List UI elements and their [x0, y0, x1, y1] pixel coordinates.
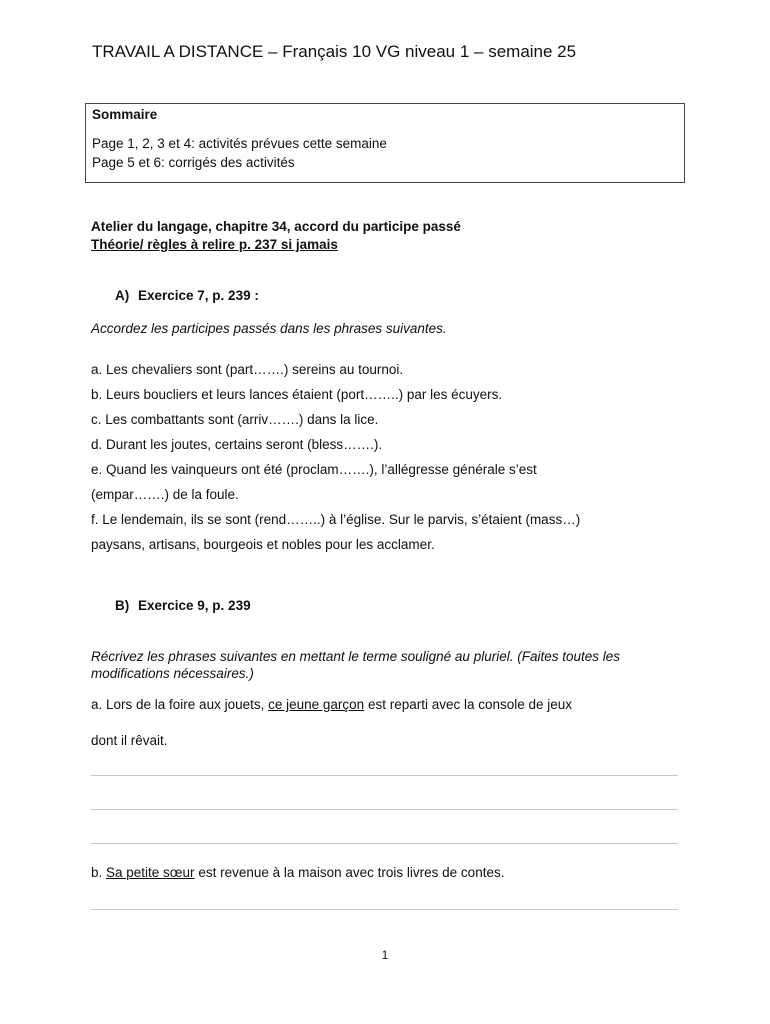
- document-header: TRAVAIL A DISTANCE – Français 10 VG niveau 1 – semaine 25: [92, 42, 577, 61]
- section-heading: [91, 218, 461, 254]
- exercise-sentence: (empar…….) de la foule.: [91, 487, 239, 502]
- exercise-sentence: c. Les combattants sont (arriv…….) dans la lice.: [91, 412, 379, 427]
- answer-line[interactable]: [91, 775, 678, 776]
- exercise-sentence: f. Le lendemain, ils se sont (rend……..) à l’église. Sur le parvis, s’étaient (mass…): [91, 512, 581, 527]
- underlined-term: Sa petite sœur: [106, 865, 195, 880]
- exercise-sentence: e. Quand les vainqueurs ont été (proclam…….), l’allégresse générale s’est: [91, 462, 537, 477]
- section-subtitle: Théorie/ règles à relire p. 237 si jamais: [91, 237, 338, 252]
- exercise-b-sentence-b: [91, 865, 691, 880]
- answer-line[interactable]: [91, 809, 678, 810]
- exercise-sentence: a. Les chevaliers sont (part…….) sereins au tournoi.: [91, 362, 404, 377]
- exercise-a-instruction: Accordez les participes passés dans les phrases suivantes.: [91, 321, 447, 336]
- exercise-sentence: paysans, artisans, bourgeois et nobles pour les acclamer.: [91, 537, 435, 552]
- sentence-text: b.: [91, 865, 107, 880]
- exercise-b-sentence-a-continuation: dont il rêvait.: [91, 733, 168, 748]
- answer-line[interactable]: [91, 909, 678, 910]
- sentence-text: a. Lors de la foire aux jouets,: [91, 697, 269, 712]
- answer-line[interactable]: [91, 843, 678, 844]
- exercise-a-heading: [115, 288, 259, 303]
- summary-line: Page 1, 2, 3 et 4: activités prévues cette semaine: [92, 136, 387, 151]
- underlined-term: ce jeune garçon: [268, 697, 365, 712]
- summary-line: Page 5 et 6: corrigés des activités: [92, 155, 295, 170]
- exercise-a-sentences: [91, 360, 691, 560]
- exercise-a-title: Exercice 7, p. 239 :: [138, 288, 259, 303]
- exercise-b-title: Exercice 9, p. 239: [138, 598, 251, 613]
- section-title: Atelier du langage, chapitre 34, accord du participe passé: [91, 219, 461, 234]
- summary-box: [85, 103, 685, 183]
- sentence-text: est revenue à la maison avec trois livres de contes.: [194, 865, 505, 880]
- exercise-b-sentence-a: [91, 697, 691, 712]
- page-number: 1: [381, 948, 389, 962]
- exercise-b-instruction: Récrivez les phrases suivantes en mettant le terme souligné au pluriel. (Faites toutes les modifications nécessaires.): [91, 649, 621, 681]
- exercise-sentence: d. Durant les joutes, certains seront (bless…….).: [91, 437, 383, 452]
- exercise-b-heading: [115, 598, 251, 613]
- summary-title: Sommaire: [92, 107, 158, 122]
- exercise-a-letter: A): [115, 288, 130, 303]
- sentence-text: est reparti avec la console de jeux: [364, 697, 573, 712]
- exercise-sentence: b. Leurs boucliers et leurs lances étaient (port……..) par les écuyers.: [91, 387, 503, 402]
- exercise-b-letter: B): [115, 598, 130, 613]
